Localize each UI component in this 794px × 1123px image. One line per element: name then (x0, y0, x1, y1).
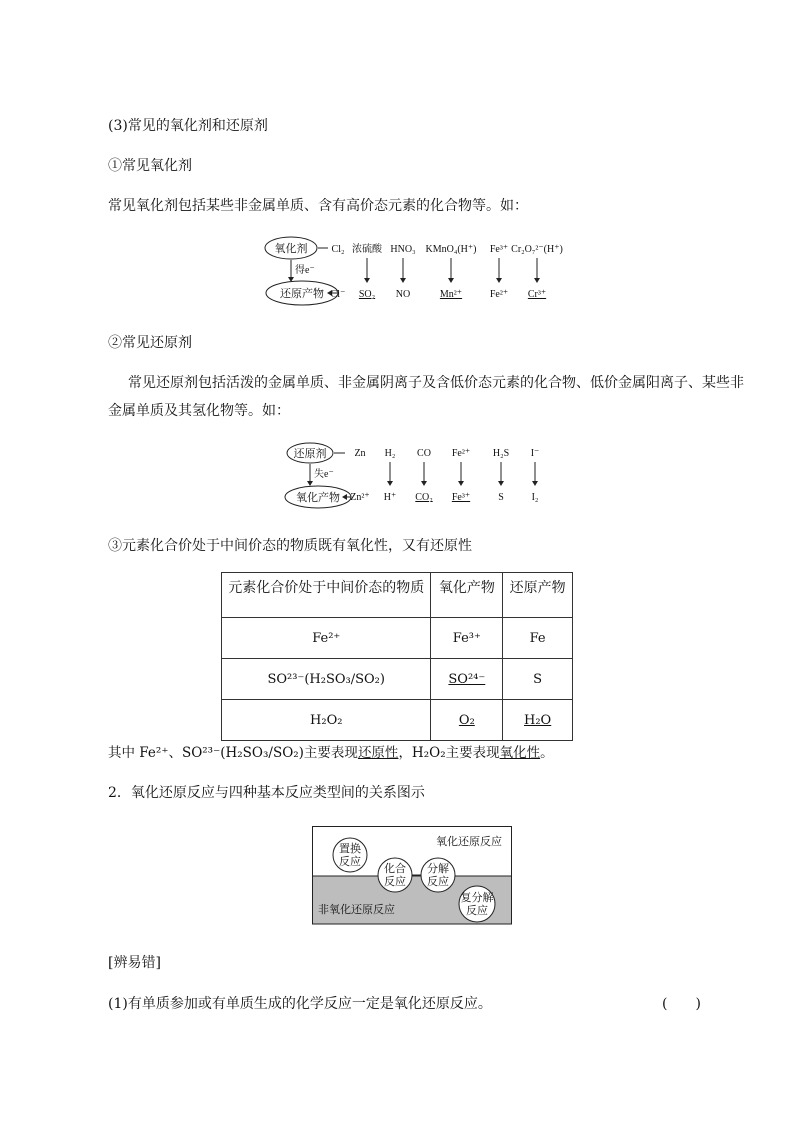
table-cell (431, 700, 503, 741)
reactant-label: 浓硫酸 (352, 244, 382, 255)
quiz-q1: (1)有单质参加或有单质生成的化学反应一定是氧化还原反应。 (108, 996, 492, 1012)
decomposition-circle (421, 858, 455, 892)
table-cell-text: O₂ (458, 712, 475, 728)
table-cell: Fe (503, 618, 573, 659)
product-label: Cl⁻ (330, 289, 346, 300)
reducer-title: ②常见还原剂 (108, 335, 192, 351)
product-label: CO₂ (415, 492, 433, 503)
quiz-tag: [辨易错] (108, 955, 161, 971)
oxidizer-diagram (262, 232, 582, 308)
table-cell: Fe²⁺ (222, 618, 431, 659)
product-label: Fe²⁺ (489, 289, 509, 300)
product-label: Mn²⁺ (439, 289, 463, 300)
table-row (222, 659, 573, 700)
product-label: Fe³⁺ (451, 492, 471, 503)
relation-title: 2．氧化还原反应与四种基本反应类型间的关系图示 (108, 785, 425, 801)
product-label: SO₂ (358, 289, 376, 300)
arrow-head (496, 278, 502, 283)
oxidizer-oval-label: 氧化剂 (274, 243, 308, 255)
reactant-label: Zn (354, 448, 366, 459)
reactant-label: Fe²⁺ (451, 448, 471, 459)
reactant-label: H₂S (492, 448, 510, 459)
reactant-label: I⁻ (530, 448, 540, 459)
displacement-circle (333, 838, 367, 872)
svg-text:置换: 置换 (339, 843, 361, 855)
arrow-head (421, 481, 427, 486)
table-header: 还原产物 (503, 573, 573, 618)
table-cell-text: H₂O (524, 712, 552, 728)
summary-reduction: 还原性 (357, 745, 399, 761)
product-label: Zn²⁺ (350, 492, 370, 503)
lose-electron-label: 失e⁻ (314, 469, 334, 480)
product-label: NO (395, 289, 411, 300)
table-header-row (222, 573, 573, 618)
arrow-head (387, 481, 393, 486)
redox-label: 氧化还原反应 (436, 836, 502, 848)
summary-line (108, 741, 554, 761)
table-cell: SO²³⁻(H₂SO₃/SO₂) (222, 659, 431, 700)
section-heading: (3)常见的氧化剂和还原剂 (108, 118, 268, 134)
summary-oxidation: 氧化性 (499, 745, 541, 761)
table-cell: H₂O₂ (222, 700, 431, 741)
reduction-product-oval-label: 还原产物 (280, 288, 324, 300)
reducer-text-line1: 常见还原剂包括活泼的金属单质、非金属阴离子及含低价态元素的化合物、低价金属阳离子、某些非 (128, 375, 744, 391)
table-cell-text: SO²⁴⁻ (448, 671, 486, 687)
table-header: 氧化产物 (431, 573, 503, 618)
double-decomposition-circle (459, 886, 495, 922)
reducer-diagram (283, 440, 553, 510)
table-header: 元素化合价处于中间价态的物质 (222, 573, 431, 618)
arrow-head (448, 278, 454, 283)
svg-text:反应: 反应 (427, 876, 449, 888)
summary-prefix: 其中 Fe²⁺、SO²³⁻(H₂SO₃/SO₂)主要表现 (108, 745, 358, 761)
product-label: I₂ (531, 492, 539, 503)
table-cell: Fe³⁺ (431, 618, 503, 659)
arrow-head (364, 278, 370, 283)
reactant-label: H₂ (384, 448, 396, 459)
oxidation-product-oval-label: 氧化产物 (296, 492, 340, 504)
reactant-label: Cr₂O₇²⁻(H⁺) (511, 244, 563, 255)
svg-text:反应: 反应 (339, 856, 361, 868)
reactant-label: Cl₂ (331, 244, 345, 255)
svg-text:反应: 反应 (466, 905, 488, 917)
product-label: Cr³⁺ (527, 289, 547, 300)
oxidizer-text: 常见氧化剂包括某些非金属单质、含有高价态元素的化合物等。如： (108, 198, 528, 214)
gain-electron-label: 得e⁻ (295, 265, 315, 276)
summary-suffix: 。 (540, 745, 554, 761)
non-redox-label: 非氧化还原反应 (318, 904, 395, 916)
valence-table (221, 572, 573, 741)
svg-text:化合: 化合 (384, 863, 406, 875)
table-cell: S (503, 659, 573, 700)
table-cell (431, 659, 503, 700)
svg-text:反应: 反应 (384, 876, 406, 888)
reducer-oval-label: 还原剂 (293, 448, 327, 460)
summary-middle: ，H₂O₂主要表现 (398, 745, 500, 761)
table-cell (503, 700, 573, 741)
reducer-text-line2: 金属单质及其氢化物等。如： (108, 403, 290, 419)
arrow-head (532, 481, 538, 486)
arrow-head (400, 278, 406, 283)
answer-blank[interactable]: ( ) (662, 996, 701, 1012)
svg-text:分解: 分解 (427, 863, 449, 875)
table-row (222, 700, 573, 741)
reactant-label: Fe³⁺ (489, 244, 509, 255)
product-label: H⁺ (383, 492, 397, 503)
intermediate-title: ③元素化合价处于中间价态的物质既有氧化性，又有还原性 (108, 538, 472, 554)
arrow-head (534, 278, 540, 283)
oxidizer-title: ①常见氧化剂 (108, 158, 192, 174)
arrow-head (498, 481, 504, 486)
table-row (222, 618, 573, 659)
combination-circle (378, 858, 412, 892)
reactant-label: KMnO₄(H⁺) (425, 244, 477, 255)
reactant-label: HNO₃ (390, 244, 416, 255)
svg-text:复分解: 复分解 (460, 892, 494, 904)
arrow-head (458, 481, 464, 486)
product-label: S (498, 492, 504, 503)
relation-diagram (312, 826, 514, 927)
reactant-label: CO (417, 448, 431, 459)
